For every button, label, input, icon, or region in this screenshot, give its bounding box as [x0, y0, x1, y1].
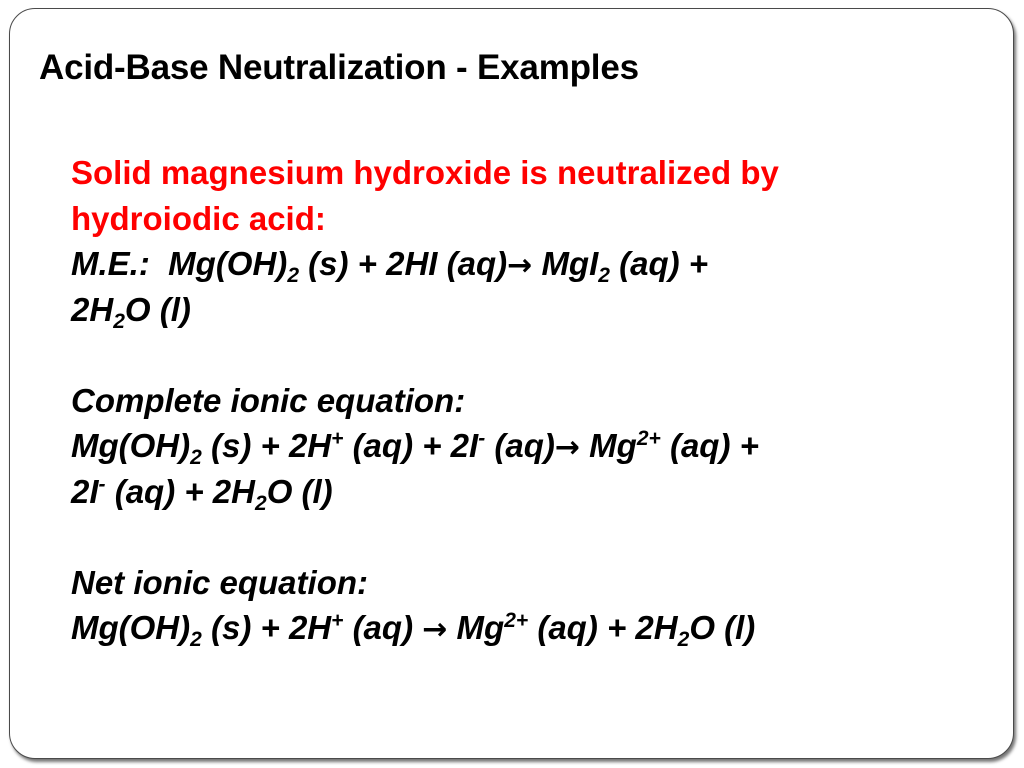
- superscript: 2+: [504, 609, 529, 632]
- complete-aq: (aq): [494, 427, 555, 464]
- subscript: 2: [190, 446, 202, 469]
- spacer: [71, 514, 971, 560]
- complete-ionic-line-2: [71, 469, 971, 515]
- molecular-equation-line-1: [71, 241, 971, 287]
- reactant-mg-oh: Mg(OH): [168, 245, 288, 282]
- product-water-o: O (l): [266, 472, 333, 510]
- molecular-equation-line-2: [71, 287, 971, 333]
- net-ionic-line: [71, 605, 971, 651]
- subscript: 2: [113, 309, 125, 333]
- superscript: +: [331, 427, 344, 450]
- subscript: 2: [190, 628, 202, 651]
- product-mg-ion: Mg: [589, 427, 637, 464]
- subscript: 2: [287, 264, 299, 287]
- superscript: 2+: [636, 427, 661, 450]
- molecular-reactants-rest: (s) + 2HI (aq): [308, 245, 508, 282]
- right-arrow-icon: →: [422, 612, 448, 647]
- complete-aq-plus: (aq) +: [669, 427, 759, 464]
- superscript: -: [478, 427, 486, 450]
- net-ionic-heading: Net ionic equation:: [71, 563, 368, 601]
- problem-line-2: hydroiodic acid:: [71, 199, 326, 237]
- molecular-aq-plus: (aq) +: [619, 245, 709, 282]
- slide-body: [71, 150, 971, 651]
- complete-ionic-line-1: [71, 423, 971, 469]
- complete-aq-plus-2i: (aq) + 2I: [352, 427, 479, 464]
- subscript: 2: [677, 628, 690, 651]
- reactant-mg-oh: Mg(OH): [71, 609, 191, 646]
- slide-title: Acid-Base Neutralization - Examples: [39, 48, 639, 87]
- right-arrow-icon: →: [507, 248, 533, 283]
- complete-s-plus-2h: (s) + 2H: [211, 427, 332, 464]
- problem-line-1: Solid magnesium hydroxide is neutralized by: [71, 154, 779, 191]
- complete-ionic-heading: Complete ionic equation:: [71, 381, 466, 419]
- product-mgi: MgI: [541, 245, 599, 282]
- net-aq-plus-2h: (aq) + 2H: [537, 609, 678, 646]
- net-s-plus-2h: (s) + 2H: [211, 609, 332, 646]
- net-aq: (aq): [352, 609, 414, 646]
- superscript: -: [98, 472, 106, 496]
- product-mg-ion: Mg: [456, 609, 505, 646]
- product-water-h: 2H: [71, 290, 114, 328]
- product-water-o: O (l): [124, 290, 191, 328]
- product-water-o: O (l): [689, 609, 756, 646]
- subscript: 2: [598, 264, 610, 287]
- right-arrow-icon: →: [554, 430, 580, 465]
- spacer: [71, 332, 971, 378]
- reactant-mg-oh: Mg(OH): [71, 427, 191, 464]
- molecular-prefix: M.E.:: [71, 245, 150, 282]
- product-iodide: 2I: [71, 472, 99, 510]
- complete-aq-plus-2h: (aq) + 2H: [114, 472, 255, 510]
- subscript: 2: [255, 491, 267, 515]
- superscript: +: [331, 609, 344, 632]
